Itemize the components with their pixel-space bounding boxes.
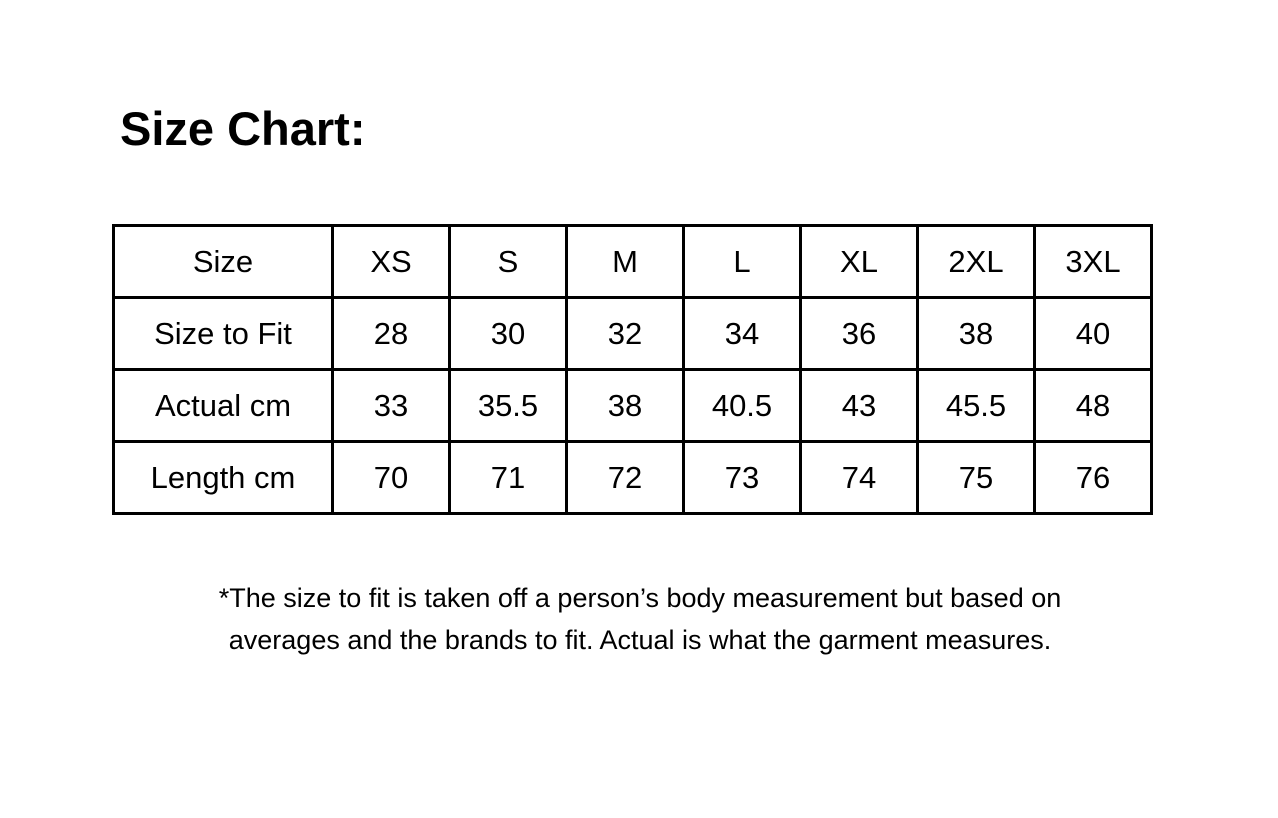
table-cell: XL	[801, 226, 918, 298]
table-row	[114, 226, 1152, 298]
table-cell: 34	[684, 298, 801, 370]
footnote-line-1: *The size to fit is taken off a person’s body measurement but based on	[218, 583, 1062, 613]
table-cell: XS	[333, 226, 450, 298]
table-cell: L	[684, 226, 801, 298]
footnote-line-2: averages and the brands to fit. Actual is what the garment measures.	[228, 624, 1052, 655]
table-cell: 71	[450, 442, 567, 514]
size-chart-table	[112, 224, 1153, 515]
table-cell: 43	[801, 370, 918, 442]
table-cell: S	[450, 226, 567, 298]
table-cell: 38	[918, 298, 1035, 370]
size-chart-container	[112, 224, 1121, 515]
row-header-cell: Size to Fit	[114, 298, 333, 370]
page-title: Size Chart:	[120, 102, 366, 155]
table-cell: 33	[333, 370, 450, 442]
table-cell: 30	[450, 298, 567, 370]
table-cell: 36	[801, 298, 918, 370]
table-cell: 28	[333, 298, 450, 370]
table-cell: M	[567, 226, 684, 298]
table-cell: 72	[567, 442, 684, 514]
table-cell: 3XL	[1035, 226, 1152, 298]
row-header-cell: Length cm	[114, 442, 333, 514]
table-cell: 40	[1035, 298, 1152, 370]
table-cell: 48	[1035, 370, 1152, 442]
row-header-cell: Actual cm	[114, 370, 333, 442]
table-cell: 76	[1035, 442, 1152, 514]
table-cell: 2XL	[918, 226, 1035, 298]
table-cell: 35.5	[450, 370, 567, 442]
table-row	[114, 442, 1152, 514]
table-cell: 75	[918, 442, 1035, 514]
table-cell: 73	[684, 442, 801, 514]
table-cell: 32	[567, 298, 684, 370]
footnote	[110, 578, 1170, 662]
table-row	[114, 370, 1152, 442]
table-cell: 45.5	[918, 370, 1035, 442]
table-cell: 74	[801, 442, 918, 514]
row-header-cell: Size	[114, 226, 333, 298]
table-cell: 40.5	[684, 370, 801, 442]
table-row	[114, 298, 1152, 370]
table-cell: 38	[567, 370, 684, 442]
table-cell: 70	[333, 442, 450, 514]
